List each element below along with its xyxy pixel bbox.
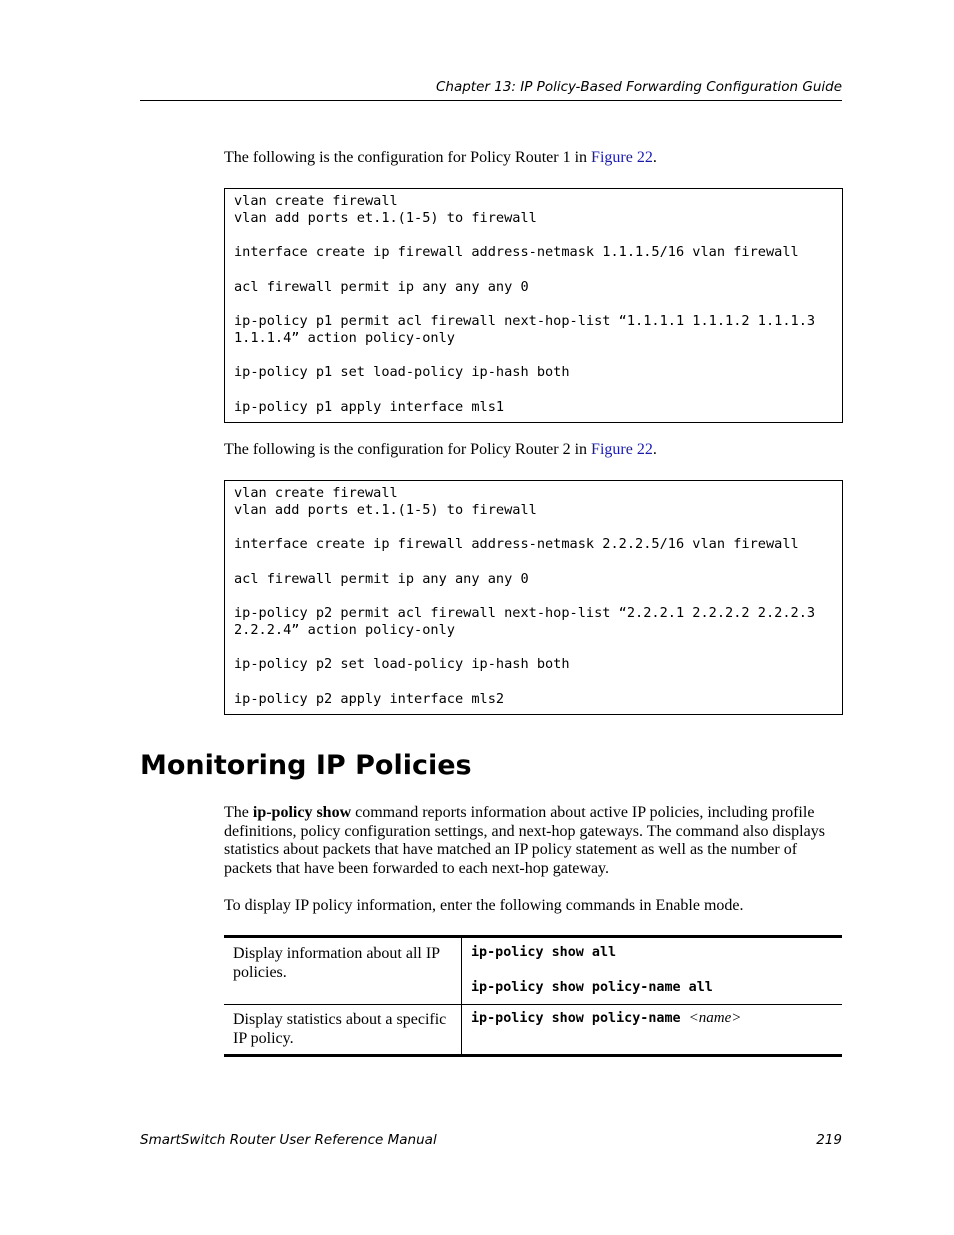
- command-text: ip-policy show all: [471, 945, 617, 960]
- command-text: ip-policy show policy-name: [471, 1011, 689, 1026]
- code-line: [234, 296, 834, 313]
- section-paragraph-1: [224, 804, 840, 878]
- command-argument: <name>: [688, 1010, 742, 1026]
- command-cell: [462, 937, 843, 1005]
- code-line: [234, 382, 834, 399]
- figure-link[interactable]: Figure 22: [591, 441, 653, 458]
- intro-end: .: [652, 149, 657, 166]
- command-name: ip-policy show: [252, 804, 352, 821]
- table-row: [224, 937, 842, 1005]
- intro-paragraph-2: [224, 441, 840, 460]
- intro-paragraph-1: [224, 149, 840, 168]
- command-cell: [462, 1005, 843, 1056]
- figure-link[interactable]: Figure 22: [591, 149, 653, 166]
- command-table: [224, 935, 842, 1057]
- code-line: [234, 227, 834, 244]
- command-description: Display statistics about a specific IP policy.: [224, 1005, 462, 1056]
- code-block-router-1: [224, 188, 843, 423]
- footer-manual-title: SmartSwitch Router User Reference Manual: [140, 1132, 437, 1148]
- code-line: acl firewall permit ip any any any 0: [234, 570, 529, 587]
- section-heading: Monitoring IP Policies: [140, 750, 472, 781]
- code-line: [234, 262, 834, 279]
- code-line: [234, 554, 834, 571]
- code-line: vlan create firewall: [234, 193, 398, 209]
- code-line: ip-policy p1 set load-policy ip-hash both: [234, 364, 570, 381]
- code-line: vlan add ports et.1.(1-5) to firewall: [234, 502, 537, 519]
- code-line: [234, 347, 834, 364]
- code-line: interface create ip firewall address-netmask 2.2.2.5/16 vlan firewall: [234, 536, 799, 553]
- intro-text: The following is the configuration for Policy Router 2 in: [224, 441, 592, 458]
- section-paragraph-2: To display IP policy information, enter the following commands in Enable mode.: [224, 897, 744, 914]
- code-line: ip-policy p2 apply interface mls2: [234, 690, 505, 707]
- code-line: [234, 588, 834, 605]
- code-line: 1.1.1.4” action policy-only: [234, 330, 455, 347]
- footer-page-number: 219: [816, 1132, 842, 1148]
- code-line: interface create ip firewall address-netmask 1.1.1.5/16 vlan firewall: [234, 244, 799, 261]
- table-row: [224, 1005, 842, 1056]
- code-line: ip-policy p2 set load-policy ip-hash both: [234, 656, 570, 673]
- chapter-header: Chapter 13: IP Policy-Based Forwarding Configuration Guide: [435, 79, 842, 95]
- code-line: 2.2.2.4” action policy-only: [234, 622, 455, 639]
- code-line: acl firewall permit ip any any any 0: [234, 278, 529, 295]
- code-line: [234, 674, 834, 691]
- intro-text: The following is the configuration for Policy Router 1 in: [224, 149, 592, 166]
- intro-end: .: [652, 441, 657, 458]
- para-text: The: [224, 804, 253, 821]
- command-text: ip-policy show policy-name all: [471, 980, 713, 995]
- para-text: command reports information about active IP policies, including profile definitions, policy configuration settings, and next-hop gateways. The command also displays statistics about packets that have matched an IP policy statement as well as the number of packets that have been forwarded to each next-hop gateway.: [224, 804, 825, 877]
- code-line: [234, 639, 834, 656]
- code-line: vlan create firewall: [234, 485, 398, 501]
- code-line: vlan add ports et.1.(1-5) to firewall: [234, 210, 537, 227]
- code-block-router-2: [224, 480, 843, 715]
- code-line: ip-policy p1 apply interface mls1: [234, 398, 505, 415]
- code-line: [234, 519, 834, 536]
- code-line: ip-policy p1 permit acl firewall next-hop-list “1.1.1.1 1.1.1.2 1.1.1.3: [234, 312, 816, 329]
- command-description: Display information about all IP policies.: [224, 937, 462, 1005]
- header-rule: [140, 100, 842, 101]
- code-line: ip-policy p2 permit acl firewall next-hop-list “2.2.2.1 2.2.2.2 2.2.2.3: [234, 604, 816, 621]
